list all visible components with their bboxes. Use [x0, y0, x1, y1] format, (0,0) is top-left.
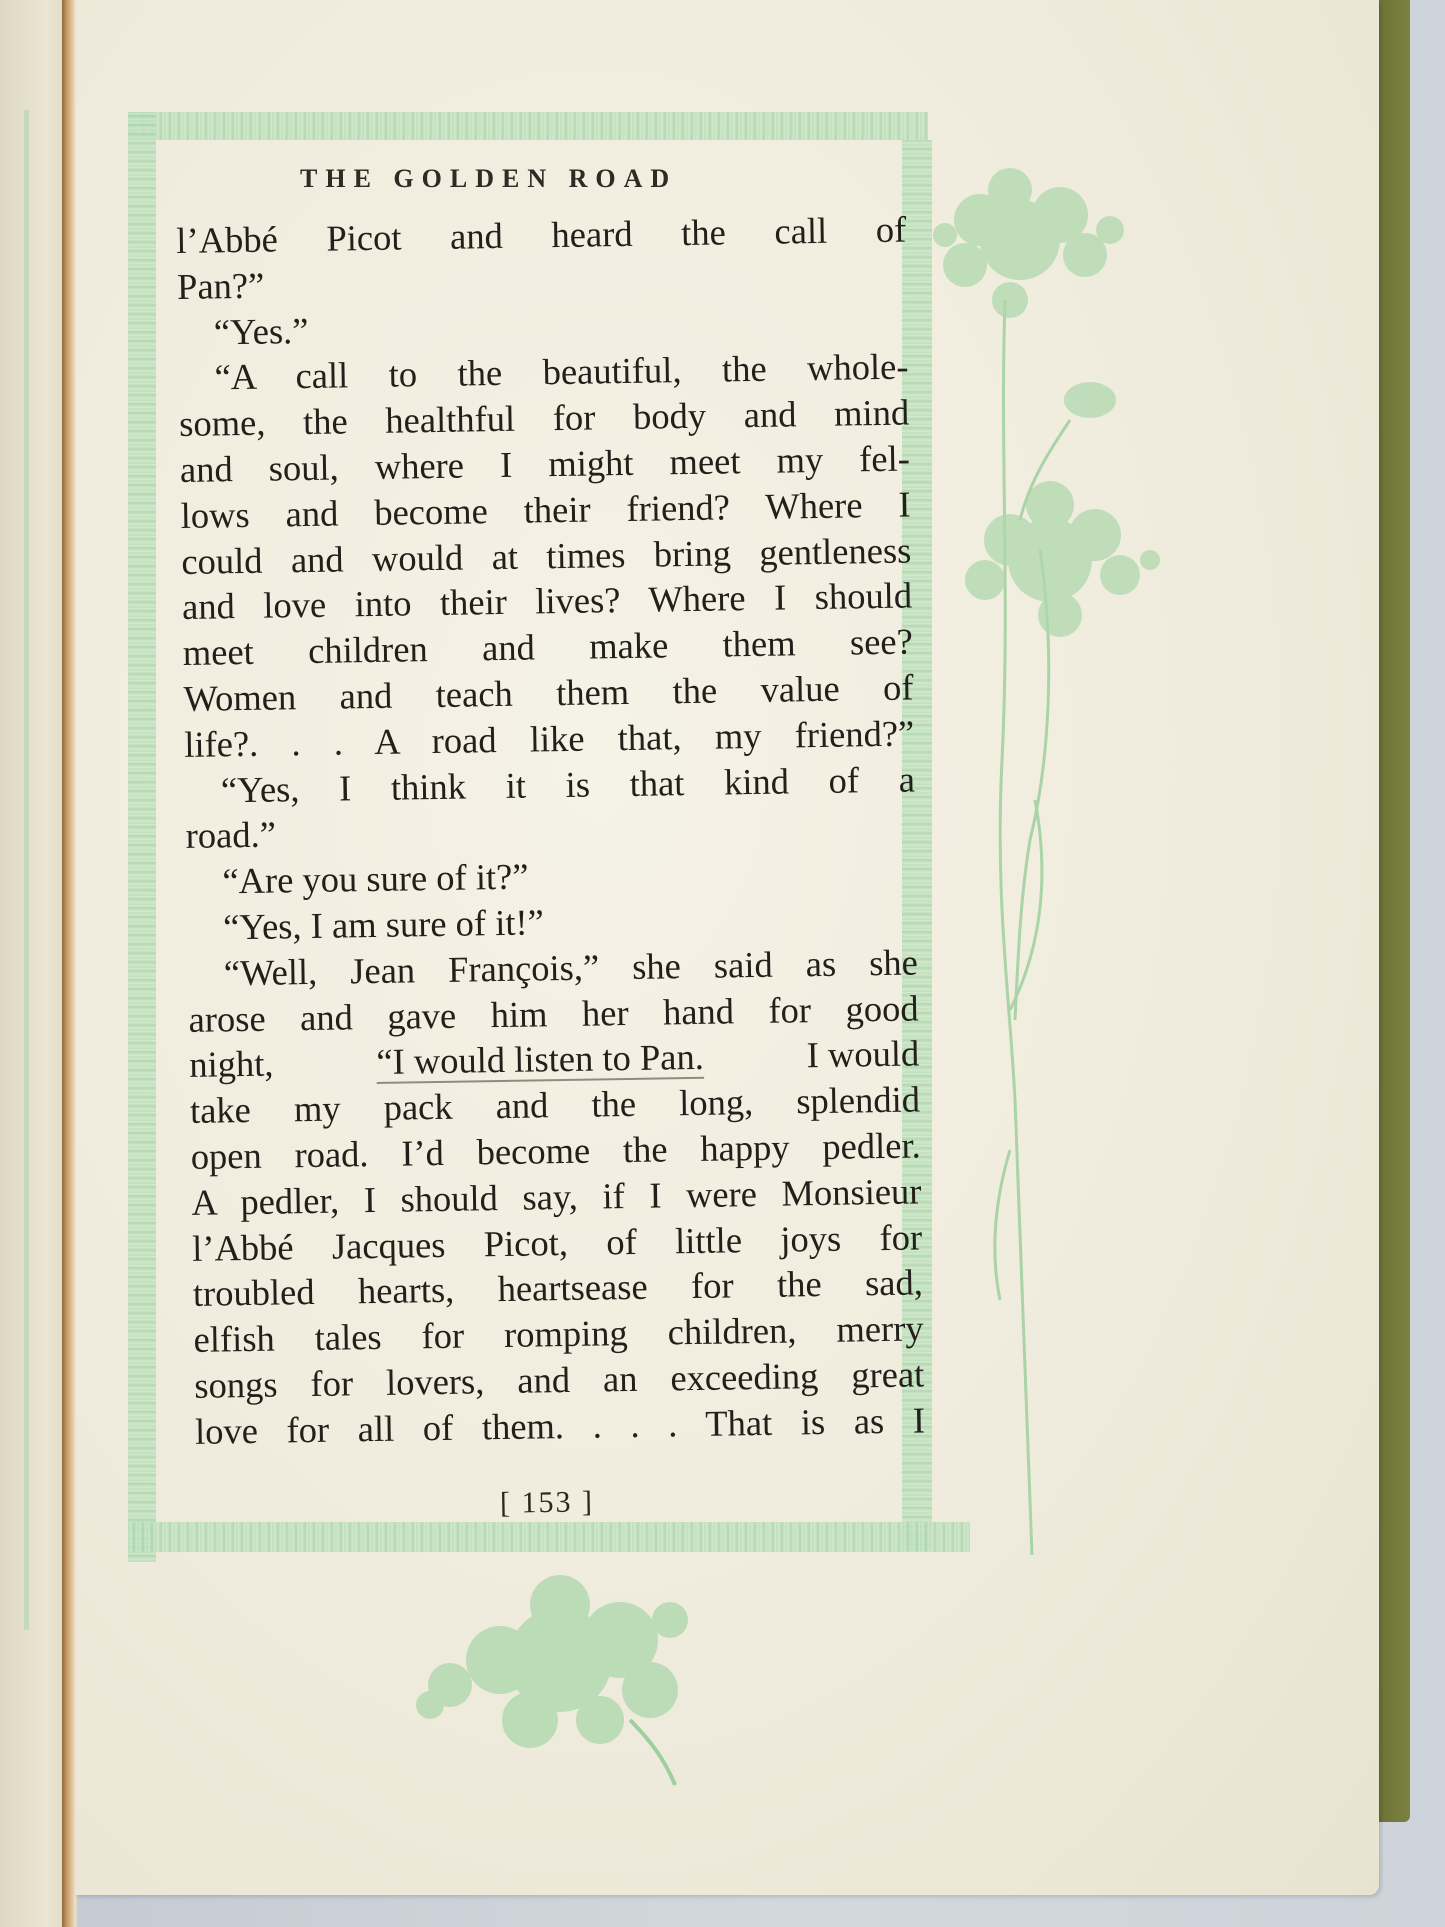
text-line: troubled hearts, heartsease for the sad,	[192, 1261, 924, 1315]
text-line: “Well, Jean François,” she said as she	[223, 941, 919, 994]
text-line: elfish tales for romping children, merry	[193, 1307, 924, 1360]
bottom-flower-stem	[630, 1720, 675, 1785]
flower-bud	[1064, 382, 1116, 418]
text-line: and love into their lives? Where I should	[181, 574, 913, 628]
text-line: some, the healthful for body and mind	[178, 391, 910, 445]
text-line: “Yes.”	[213, 309, 309, 353]
flower-head-bottom	[416, 1575, 688, 1748]
leaf-2	[995, 1150, 1010, 1300]
text-line: “A call to the beautiful, the whole-	[214, 345, 909, 398]
text-fragment: I would	[806, 1032, 920, 1076]
text-line: love for all of them. . . . That is as I	[194, 1399, 926, 1452]
text-line: Women and teach them the value of	[183, 666, 914, 719]
underlined-text: “I would listen to Pan.	[376, 1036, 705, 1083]
flower-head-middle	[965, 481, 1160, 637]
text-line: could and would at times bring gentleness	[181, 529, 912, 582]
text-line: life?. . . A road like that, my friend?”	[183, 712, 915, 765]
text-line: road.”	[185, 813, 277, 857]
page-body-text	[176, 207, 925, 1455]
text-line: “Yes, I think it is that kind of a	[220, 758, 916, 810]
leaf	[1010, 800, 1042, 1010]
text-line: arose and gave him her hand for good	[188, 986, 919, 1040]
text-line: open road. I’d become the happy pedler.	[190, 1124, 921, 1177]
text-line: take my pack and the long, splendid	[189, 1078, 921, 1132]
page-number: [ 153 ]	[499, 1485, 595, 1520]
running-head: THE GOLDEN ROAD	[300, 164, 678, 193]
text-line: “Are you sure of it?”	[222, 855, 529, 902]
flower-stem	[1000, 300, 1032, 1555]
text-line: Pan?”	[176, 264, 265, 307]
text-line: l’Abbé Jacques Picot, of little joys for	[191, 1215, 923, 1269]
text-line: meet children and make them see?	[182, 620, 914, 674]
text-line: A pedler, I should say, if I were Monsieur	[191, 1170, 922, 1223]
text-fragment: night,	[188, 1042, 274, 1086]
text-line: songs for lovers, and an exceeding great	[194, 1353, 925, 1406]
text-line: lows and become their friend? Where I	[180, 483, 911, 536]
flower-head-top	[933, 168, 1124, 318]
text-line: and soul, where I might meet my fel-	[179, 437, 911, 490]
text-line: “Yes, I am sure of it!”	[222, 901, 545, 948]
text-line: l’Abbé Picot and heard the call of	[176, 208, 907, 261]
